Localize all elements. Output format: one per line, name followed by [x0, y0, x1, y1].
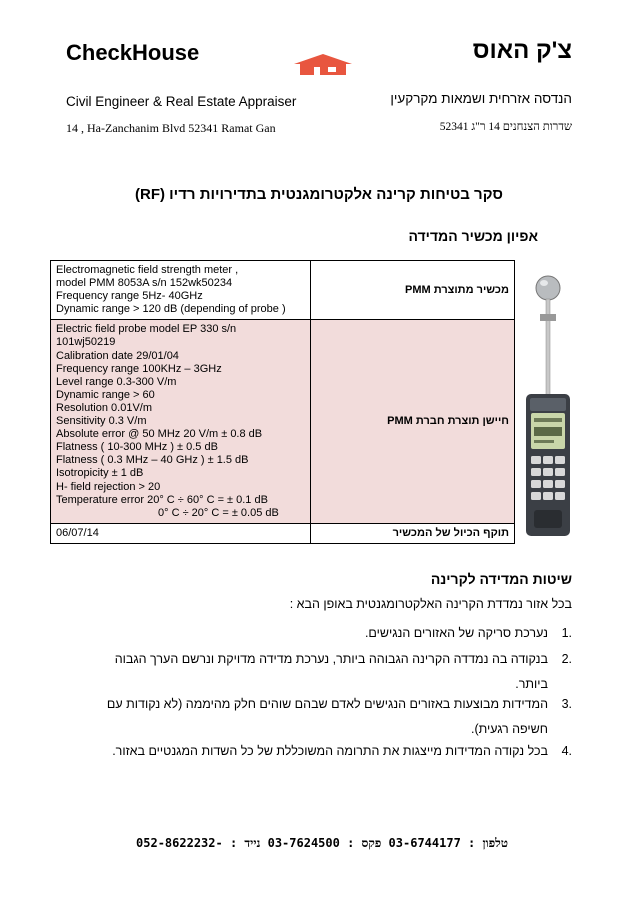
probe-specs-cell	[51, 320, 311, 523]
address-he: שדרות הצנחנים 14 ר"ג 52341	[439, 121, 572, 133]
brand-name-en: CheckHouse	[66, 40, 200, 65]
list-item	[12, 692, 572, 742]
list-text: נערכת סריקה של האזורים הנגישים.	[364, 626, 548, 640]
spec-line: Dynamic range > 60	[56, 388, 155, 401]
list-text: המדידות מבוצעות באזורים הנגישים לאדם שבהם שוהים חלק מהיממה (לא נקודות עם	[106, 697, 548, 711]
subtitle-en: Civil Engineer & Real Estate Appraiser	[66, 94, 297, 109]
list-text: ביותר.	[515, 677, 548, 691]
meter-spec-list	[56, 264, 305, 316]
table-row	[51, 261, 515, 320]
brand-name-he: צ'ק האוס	[472, 37, 572, 64]
spec-line: 101wj50219	[56, 336, 116, 349]
subtitle-he: הנדסה אזרחית ושמאות מקרקעין	[390, 91, 572, 106]
spec-line: Flatness ( 10-300 MHz ) ± 0.5 dB	[56, 441, 218, 454]
list-item	[32, 647, 572, 697]
spec-line: Resolution 0.01V/m	[56, 401, 152, 414]
contact-footer: טלפון : 03-6744177 פקס : 03-7624500 נייד : -052-8622232	[136, 836, 508, 850]
field-meter-image	[520, 270, 576, 540]
house-logo-icon	[290, 52, 356, 76]
list-item	[32, 739, 572, 764]
spec-line: Electric field probe model EP 330 s/n	[56, 323, 237, 336]
list-number: .3	[561, 697, 572, 711]
calibration-date-cell: 06/07/14	[51, 523, 311, 543]
meter-label-cell: מכשיר מתוצרת PMM	[311, 261, 515, 320]
meter-specs-cell	[51, 261, 311, 320]
spec-line: Temperature error 20° C ÷ 60° C = ± 0.1 dB	[56, 493, 268, 506]
probe-spec-list	[56, 323, 305, 519]
spec-line: Sensitivity 0.3 V/m	[56, 415, 147, 428]
document-title: סקר בטיחות קרינה אלקטרומגנטית בתדירויות רדיו (RF)	[134, 186, 503, 203]
methods-intro: בכל אזור נמדדת הקרינה האלקטרומגנטית באופן הבא :	[289, 597, 572, 611]
table-row	[51, 523, 515, 543]
list-text: חשיפה רגעית).	[470, 722, 548, 736]
spec-line: Frequency range 100KHz – 3GHz	[56, 362, 222, 375]
address-en: 14 , Ha-Zanchanim Blvd 52341 Ramat Gan	[66, 121, 276, 135]
section-title-device: אפיון מכשיר המדידה	[408, 228, 538, 244]
calibration-label-cell: תוקף הכיול של המכשיר	[311, 523, 515, 543]
list-number: .4	[561, 744, 572, 758]
list-item	[52, 621, 572, 646]
table-row	[51, 320, 515, 523]
spec-line: model PMM 8053A s/n 152wk50234	[56, 277, 233, 290]
spec-line: Frequency range 5Hz- 40GHz	[56, 290, 203, 303]
spec-line: Electromagnetic field strength meter ,	[56, 264, 239, 276]
spec-line: 0° C ÷ 20° C = ± 0.05 dB	[158, 506, 279, 519]
device-spec-table	[50, 260, 515, 544]
spec-line: Calibration date 29/01/04	[56, 349, 179, 362]
list-number: .2	[561, 652, 572, 666]
spec-line: H- field rejection > 20	[56, 480, 161, 493]
probe-label-cell: חיישן תוצרת חברת PMM	[311, 320, 515, 523]
list-number: .1	[561, 626, 572, 640]
list-text: בנקודה בה נמדדה הקרינה הגבוהה ביותר, נערכת מדידה מדויקת ונרשם הערך הגבוה	[114, 652, 548, 666]
spec-line: Level range 0.3-300 V/m	[56, 375, 177, 388]
spec-line: Absolute error @ 50 MHz 20 V/m ± 0.8 dB	[56, 428, 263, 441]
spec-line: Flatness ( 0.3 MHz – 40 GHz ) ± 1.5 dB	[56, 454, 249, 467]
spec-line: Dynamic range > 120 dB (depending of probe )	[56, 303, 286, 316]
list-text: בכל נקודה המדידות מייצגות את התרומה המשוכללת של כל השדות המגנטיים באזור.	[112, 744, 548, 758]
spec-line: Isotropicity ± 1 dB	[56, 467, 144, 480]
section-title-methods: שיטות המדידה לקרינה	[430, 571, 572, 587]
